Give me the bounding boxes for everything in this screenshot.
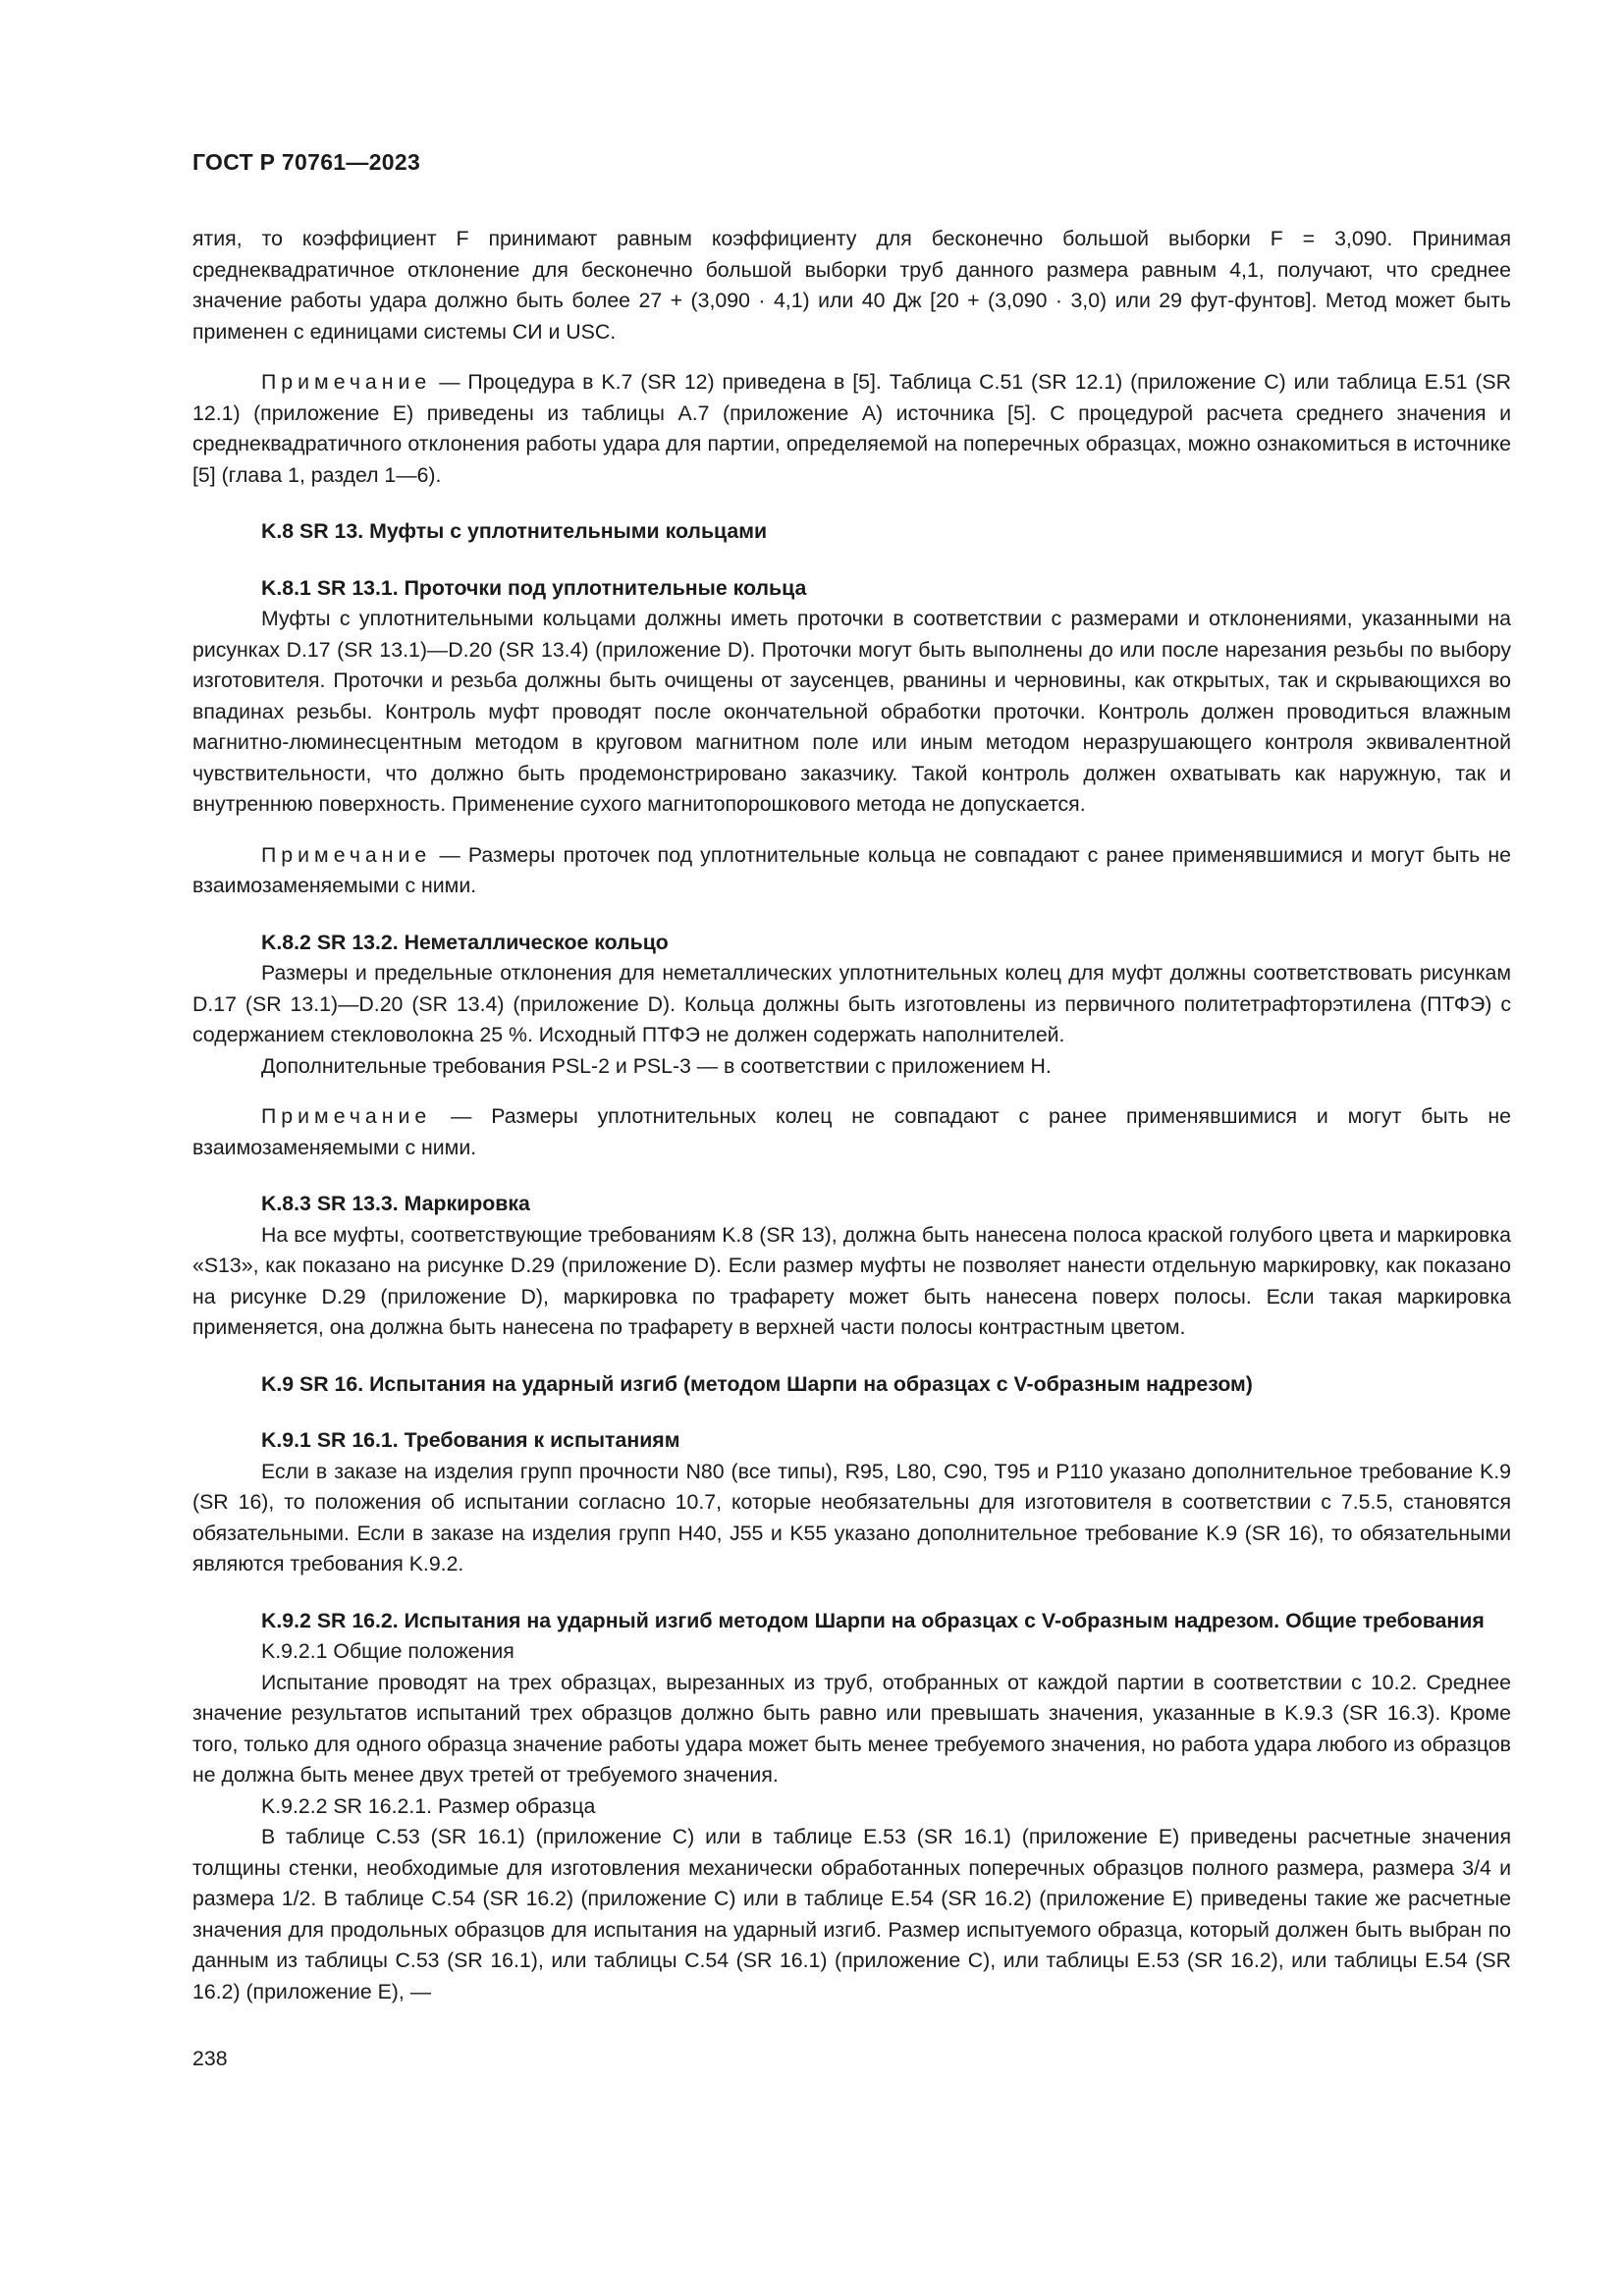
section-heading-k9-1: K.9.1 SR 16.1. Требования к испытаниям bbox=[261, 1428, 680, 1452]
subsection-heading-k9-2-2: K.9.2.2 SR 16.2.1. Размер образца bbox=[261, 1793, 596, 1818]
section-heading-k8: K.8 SR 13. Муфты с уплотнительными кольцами bbox=[261, 519, 768, 543]
note-label: Примечание bbox=[261, 1104, 432, 1128]
paragraph-k9-2-1: Испытание проводят на трех образцах, вырезанных из труб, отобранных от каждой партии в соответствии с 10.2. Среднее значение результатов испытаний трех образцов должно быть равно или превышать значения, указанные в K.9.3 (SR 16.3). Кроме того, только для одного образца значение работы удара может быть менее требуемого значения, но работа удара любого из образцов не должна быть менее двух третей от требуемого значения. bbox=[192, 1670, 1511, 1787]
document-body bbox=[192, 224, 1511, 2007]
section-heading-k8-3: K.8.3 SR 13.3. Маркировка bbox=[261, 1192, 530, 1215]
section-heading-k8-1: K.8.1 SR 13.1. Проточки под уплотнительные кольца bbox=[261, 575, 807, 600]
paragraph-k8-1: Муфты с уплотнительными кольцами должны иметь проточки в соответствии с размерами и отклонениями, указанными на рисунках D.17 (SR 13.1)—D.20 (SR 13.4) (приложение D). Проточки могут быть выполнены до или после нарезания резьбы по выбору изготовителя. Проточки и резьба должны быть очищены от заусенцев, рванины и черновины, как открытых, так и скрывающихся во впадинах резьбы. Контроль муфт проводят после окончательной обработки проточки. Контроль должен проводиться влажным магнитно-люминесцентным методом в круговом магнитном поле или иным методом неразрушающего контроля эквивалентной чувствительности, что должно быть продемонстрировано заказчику. Такой контроль должен охватывать как наружную, так и внутреннюю поверхность. Применение сухого магнитопорошкового метода не допускается. bbox=[192, 607, 1511, 816]
subsection-heading-k9-2-1: K.9.2.1 Общие положения bbox=[261, 1639, 514, 1663]
page-number: 238 bbox=[192, 2047, 228, 2070]
note-label: Примечание bbox=[261, 370, 432, 394]
note-text: — Размеры уплотнительных колец не совпадают с ранее применявшимися и могут быть не взаимозаменяемыми с ними. bbox=[192, 1104, 1511, 1159]
paragraph-k9-2-2: В таблице C.53 (SR 16.1) (приложение С) или в таблице E.53 (SR 16.1) (приложение Е) приведены расчетные значения толщины стенки, необходимые для изготовления механически обработанных поперечных образцов полного размера, размера 3/4 и размера 1/2. В таблице C.54 (SR 16.2) (приложение С) или в таблице E.54 (SR 16.2) (приложение Е) приведены такие же расчетные значения для продольных образцов для испытания на ударный изгиб. Размер испытуемого образца, который должен быть выбран по данным из таблицы C.53 (SR 16.1), или таблицы C.54 (SR 16.1) (приложение С), или таблицы E.53 (SR 16.2), или таблицы E.54 (SR 16.2) (приложение Е), — bbox=[192, 1825, 1511, 2003]
paragraph-k9-1: Если в заказе на изделия групп прочности N80 (все типы), R95, L80, C90, T95 и P110 указано дополнительное требование K.9 (SR 16), то положения об испытании согласно 10.7, которые необязательны для изготовителя в соответствии с 7.5.5, становятся обязательными. Если в заказе на изделия групп H40, J55 и K55 указано дополнительное требование K.9 (SR 16), то обязательными являются требования K.9.2. bbox=[192, 1459, 1511, 1575]
paragraph-k8-2-psl: Дополнительные требования PSL-2 и PSL-3 — в соответствии с приложением Н. bbox=[261, 1053, 1052, 1078]
note-text: — Размеры проточек под уплотнительные кольца не совпадают с ранее применявшимися и могут быть не взаимозаменяемыми с ними. bbox=[192, 842, 1511, 897]
paragraph-k8-3: На все муфты, соответствующие требованиям K.8 (SR 13), должна быть нанесена полоса краской голубого цвета и маркировка «S13», как показано на рисунке D.29 (приложение D). Если размер муфты не позволяет нанести отдельную маркировку, как показано на рисунке D.29 (приложение D), маркировка по трафарету может быть нанесена поверх полосы. Если такая маркировка применяется, она должна быть нанесена по трафарету в верхней части полосы контрастным цветом. bbox=[192, 1222, 1511, 1339]
section-heading-k9-2: K.9.2 SR 16.2. Испытания на ударный изгиб методом Шарпи на образцах с V-образным надрезом. Общие требования bbox=[261, 1608, 1485, 1632]
paragraph-continuation: ятия, то коэффициент F принимают равным коэффициенту для бесконечно большой выборки F = 3,090. Принимая среднеквадратичное отклонение для бесконечно большой выборки труб данного размера равным 4,1, получают, что среднее значение работы удара должно быть более 27 + (3,090 · 4,1) или 40 Дж [20 + (3,090 · 3,0) или 29 фут-фунтов]. Метод может быть применен с единицами системы СИ и USC. bbox=[192, 227, 1511, 344]
section-heading-k8-2: K.8.2 SR 13.2. Неметаллическое кольцо bbox=[261, 930, 669, 954]
note-paragraph bbox=[192, 840, 1511, 902]
note-paragraph bbox=[192, 1101, 1511, 1163]
paragraph-k8-2: Размеры и предельные отклонения для неметаллических уплотнительных колец для муфт должны соответствовать рисункам D.17 (SR 13.1)—D.20 (SR 13.4) (приложение D). Кольца должны быть изготовлены из первичного политетрафторэтилена (ПТФЭ) с содержанием стекловолокна 25 %. Исходный ПТФЭ не должен содержать наполнителей. bbox=[192, 961, 1511, 1046]
section-heading-k9: K.9 SR 16. Испытания на ударный изгиб (методом Шарпи на образцах с V-образным надрезом) bbox=[261, 1371, 1253, 1396]
document-header: ГОСТ Р 70761—2023 bbox=[192, 149, 421, 175]
note-text: — Процедура в K.7 (SR 12) приведена в [5]. Таблица C.51 (SR 12.1) (приложение С) или таблица E.51 (SR 12.1) (приложение Е) приведены из таблицы A.7 (приложение А) источника [5]. С процедурой расчета среднего значения и среднеквадратичного отклонения работы удара для партии, определяемой на поперечных образцах, можно ознакомиться в источнике [5] (глава 1, раздел 1—6). bbox=[192, 370, 1511, 487]
note-paragraph bbox=[192, 367, 1511, 491]
note-label: Примечание bbox=[261, 842, 432, 867]
